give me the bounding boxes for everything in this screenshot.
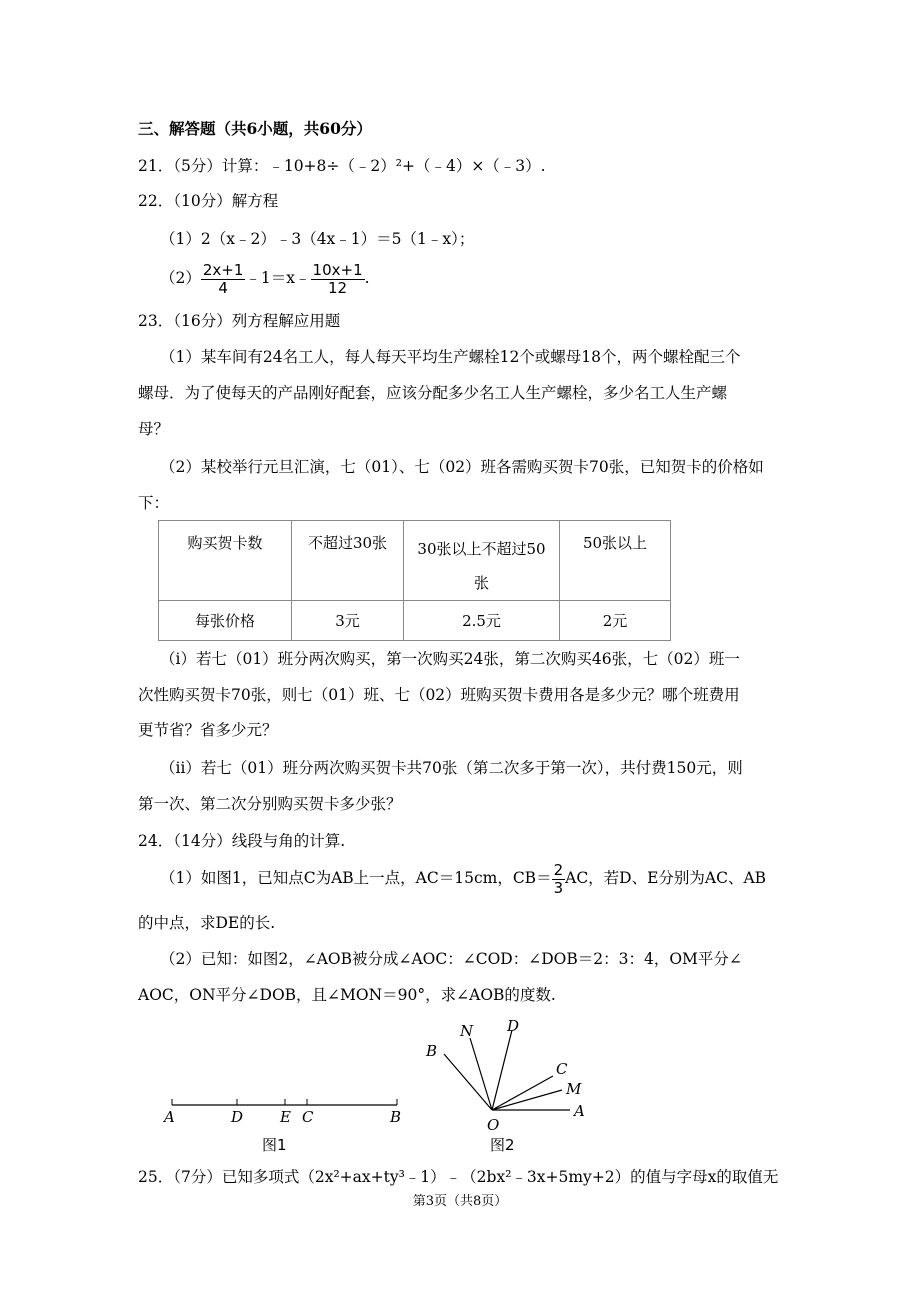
ray-oc — [492, 1076, 553, 1110]
question-24-head: 24．（14分）线段与角的计算. — [138, 832, 346, 850]
q23-p1-line1: （1）某车间有24名工人，每人每天平均生产螺栓12个或螺母18个，两个螺栓配三个 — [160, 348, 741, 366]
table-cell: 3元 — [292, 601, 404, 641]
fraction-10x-plus-1-over-12: $\frac{10x+1}{12}$ — [312, 260, 363, 297]
price-table — [158, 520, 671, 641]
table-cell: 不超过30张 — [292, 521, 404, 601]
label-n: N — [460, 1022, 474, 1040]
figure-1-caption: 图1 — [262, 1136, 287, 1154]
label-b: B — [390, 1108, 402, 1126]
label-d: D — [231, 1108, 244, 1126]
question-22-head: 22．（10分）解方程 — [138, 192, 279, 210]
label-a2: A — [574, 1102, 585, 1120]
table-cell: 2元 — [560, 601, 671, 641]
q23-p1-line2: 螺母．为了使每天的产品刚好配套，应该分配多少名工人生产螺栓，多少名工人生产螺 — [138, 384, 728, 402]
question-21: 21．（5分）计算：﹣10+8÷（﹣2）²+（﹣4）×（﹣3）. — [138, 157, 546, 175]
q23-i-line3: 更节省？省多少元？ — [138, 721, 278, 739]
fraction-2x-plus-1-over-4: $\frac{2x+1}{4}$ — [202, 260, 244, 297]
table-cell: 2.5元 — [404, 601, 560, 641]
q23-ii-line2: 第一次、第二次分别购买贺卡多少张？ — [138, 795, 402, 813]
question-25: 25．（7分）已知多项式（2x²+ax+ty³﹣1）﹣（2bx²﹣3x+5my+2）的值与字母x的取值无 — [138, 1168, 779, 1186]
q22-p2-mid: ﹣1＝x﹣ — [245, 269, 311, 287]
label-o: O — [487, 1116, 500, 1134]
ray-ob — [444, 1054, 492, 1110]
label-c2: C — [556, 1060, 568, 1078]
q23-i-line2: 次性购买贺卡70张，则七（01）班、七（02）班购买贺卡费用各是多少元？哪个班费用 — [138, 686, 740, 704]
ray-od — [492, 1030, 512, 1110]
q24-p1-line2: 的中点，求DE的长. — [138, 914, 276, 932]
table-row — [159, 601, 671, 641]
question-22-part1: （1）2（x﹣2）﹣3（4x﹣1）＝5（1﹣x）； — [160, 230, 475, 248]
figure-1 — [162, 1099, 401, 1154]
question-22-part2 — [160, 256, 370, 300]
label-b2: B — [426, 1042, 438, 1060]
figure-2-caption: 图2 — [490, 1136, 515, 1154]
q24-p1-text-b: AC，若D、E分别为AC、AB — [565, 869, 767, 887]
page-footer: 第3页（共8页） — [412, 1194, 508, 1209]
q23-i-line1: （ⅰ）若七（01）班分两次购买，第一次购买24张，第二次购买46张，七（02）班一 — [160, 650, 740, 668]
table-cell: 50张以上 — [560, 521, 671, 601]
q22-p2-end: . — [364, 269, 370, 287]
ray-on — [470, 1038, 492, 1110]
section-title: 三、解答题（共6小题，共60分） — [138, 119, 372, 138]
q24-p2-line1: （2）已知：如图2，∠AOB被分成∠AOC：∠COD：∠DOB＝2：3：4，OM平分∠ — [160, 950, 742, 968]
label-c: C — [302, 1108, 314, 1126]
label-d2: D — [507, 1017, 520, 1035]
q23-ii-line1: （ⅱ）若七（01）班分两次购买贺卡共70张（第二次多于第一次），共付费150元，则 — [160, 759, 743, 777]
label-e: E — [280, 1108, 291, 1126]
table-cell: 30张以上不超过50 张 — [404, 521, 560, 601]
fraction-2-over-3: $\frac{2}{3}$ — [553, 860, 564, 897]
q24-p2-line2: AOC，ON平分∠DOB，且∠MON＝90°，求∠AOB的度数. — [138, 986, 556, 1004]
label-m: M — [566, 1080, 582, 1098]
figure-2 — [425, 1017, 585, 1154]
table-cell: 每张价格 — [159, 601, 292, 641]
q24-p1-text-a: （1）如图1，已知点C为AB上一点，AC＝15cm，CB＝ — [160, 869, 552, 887]
q23-p1-line3: 母？ — [138, 420, 170, 438]
table-row — [159, 521, 671, 601]
q22-p2-prefix: （2） — [160, 269, 201, 287]
q24-p1-line1 — [160, 856, 766, 900]
figures — [150, 1010, 610, 1160]
label-a: A — [164, 1108, 175, 1126]
q23-p2-line2: 下： — [138, 494, 170, 512]
question-23-head: 23．（16分）列方程解应用题 — [138, 312, 341, 330]
table-cell: 购买贺卡数 — [159, 521, 292, 601]
q23-p2-line1: （2）某校举行元旦汇演，七（01）、七（02）班各需购买贺卡70张，已知贺卡的价格如 — [160, 458, 764, 476]
ray-om — [492, 1090, 562, 1110]
